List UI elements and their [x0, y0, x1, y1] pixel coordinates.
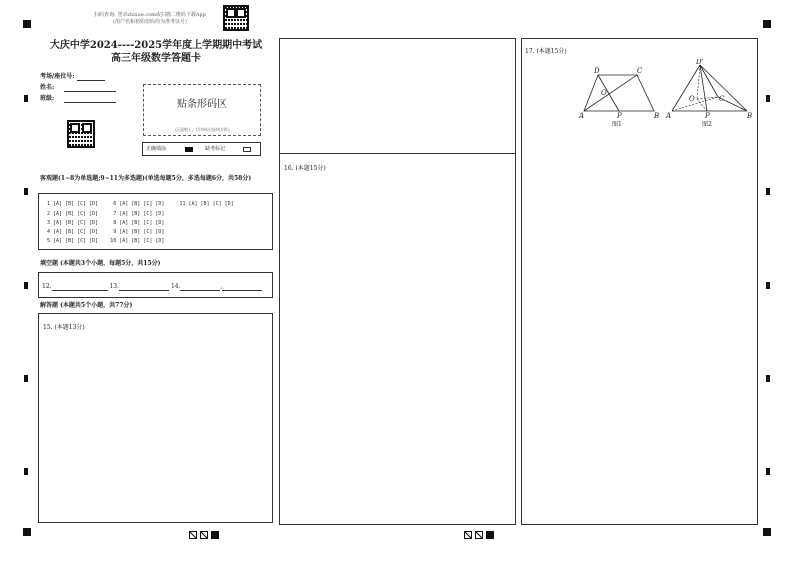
registration-mark — [23, 20, 31, 28]
class-label: 班级: — [40, 95, 55, 102]
choice-row[interactable]: 1 [A] [B] [C] [D] 6 [A] [B] [C] [D] 11 [A] [B] [C] [D] — [47, 201, 234, 207]
timing-mark — [766, 188, 770, 195]
fig2-label-Dprime: D' — [696, 59, 704, 66]
slash-mark — [464, 531, 472, 539]
student-qr-code — [67, 120, 95, 148]
absent-mark-box[interactable] — [243, 147, 251, 152]
fig2-label-O: O — [689, 95, 695, 103]
barcode-label: 贴条形码区 — [177, 99, 227, 110]
class-field[interactable] — [40, 95, 116, 103]
timing-mark — [24, 282, 28, 289]
q15-answer-box[interactable] — [38, 313, 273, 523]
barcode-area — [143, 84, 261, 136]
choice-row[interactable]: 5 [A] [B] [C] [D] 10 [A] [B] [C] [D] — [47, 238, 165, 244]
objective-answer-box — [38, 193, 273, 250]
absent-mark-label: 缺考标记 — [205, 146, 226, 152]
figure-2-caption: 图2 — [702, 121, 712, 128]
solid-mark — [211, 531, 219, 539]
fig1-label-B: B — [654, 112, 660, 120]
timing-mark — [24, 95, 28, 102]
timing-mark — [766, 468, 770, 475]
registration-mark — [763, 528, 771, 536]
timing-mark — [24, 188, 28, 195]
answer-heading: 解答题 (本题共5个小题，共77分) — [40, 302, 133, 309]
fig2-label-B: B — [747, 112, 753, 120]
figure-2 — [662, 59, 757, 124]
q14-label: 14. — [170, 283, 181, 290]
solid-mark — [486, 531, 494, 539]
fig1-label-D: D — [594, 67, 600, 75]
notice-line-2: (用户名和初始密码均为准考证号) — [113, 19, 187, 25]
timing-mark — [24, 375, 28, 382]
registration-mark — [23, 528, 31, 536]
q16-answer-box[interactable] — [279, 153, 516, 525]
notice-line-1: 扫码查询: 登录zhixue.com或扫描二维码下载App — [94, 12, 206, 18]
timing-mark — [766, 282, 770, 289]
exam-room-label: 考场/座位号: — [40, 73, 75, 80]
objective-heading: 客观题(1~8为单选题;9~11为多选题)(单选每题5分，多选每题6分，共58分) — [40, 175, 252, 182]
app-qr-code — [223, 5, 249, 31]
exam-room-field[interactable] — [40, 73, 105, 81]
barcode-note: (正面朝上，切勿贴出虚线方框) — [174, 127, 230, 132]
fig2-label-C: C — [719, 95, 725, 103]
q12-blank[interactable] — [52, 284, 108, 291]
q16-label: 16. (本题15分) — [284, 165, 326, 172]
fill-example — [142, 142, 261, 156]
name-field[interactable] — [40, 84, 116, 92]
blank-answers — [42, 283, 262, 291]
choice-row[interactable]: 3 [A] [B] [C] [D] 8 [A] [B] [C] [D] — [47, 220, 165, 226]
timing-mark — [24, 468, 28, 475]
q12-label: 12. — [42, 283, 52, 290]
q17-answer-box[interactable] — [521, 38, 758, 525]
q14-blank-b[interactable] — [222, 284, 262, 291]
correct-fill-sample — [185, 147, 193, 152]
fig1-label-C: C — [637, 67, 643, 75]
fig2-label-P: P — [705, 112, 710, 120]
figure-1 — [574, 65, 664, 125]
page-marks-1 — [189, 531, 219, 539]
fig1-label-A: A — [579, 112, 585, 120]
fig1-label-O: O — [601, 89, 607, 97]
timing-mark — [766, 95, 770, 102]
choice-row[interactable]: 4 [A] [B] [C] [D] 9 [A] [B] [C] [D] — [47, 229, 165, 235]
q14-blank-a[interactable] — [180, 283, 223, 291]
slash-mark — [200, 531, 208, 539]
timing-mark — [766, 375, 770, 382]
correct-fill-label: 正确填涂 — [146, 146, 167, 152]
q17-label: 17. (本题15分) — [525, 48, 567, 55]
q14-sep: , — [220, 283, 223, 290]
q13-blank[interactable] — [119, 284, 169, 291]
choice-row[interactable]: 2 [A] [B] [C] [D] 7 [A] [B] [C] [D] — [47, 211, 165, 217]
q13-label: 13. — [109, 283, 120, 290]
page-marks-2 — [464, 531, 494, 539]
exam-title: 大庆中学2024----2025学年度上学期期中考试 — [49, 40, 263, 51]
sheet-title: 高三年级数学答题卡 — [111, 53, 201, 64]
fill-blank-box — [38, 272, 273, 298]
q15-label: 15. (本题13分) — [43, 324, 85, 331]
fig1-label-P: P — [617, 112, 622, 120]
slash-mark — [475, 531, 483, 539]
q15-continuation-box[interactable] — [279, 38, 516, 154]
slash-mark — [189, 531, 197, 539]
name-label: 姓名: — [40, 84, 55, 91]
figure-1-caption: 图1 — [612, 121, 622, 128]
registration-mark — [763, 20, 771, 28]
fill-blank-heading: 填空题 (本题共3个小题，每题5分，共15分) — [40, 260, 161, 267]
fig2-label-A: A — [666, 112, 672, 120]
